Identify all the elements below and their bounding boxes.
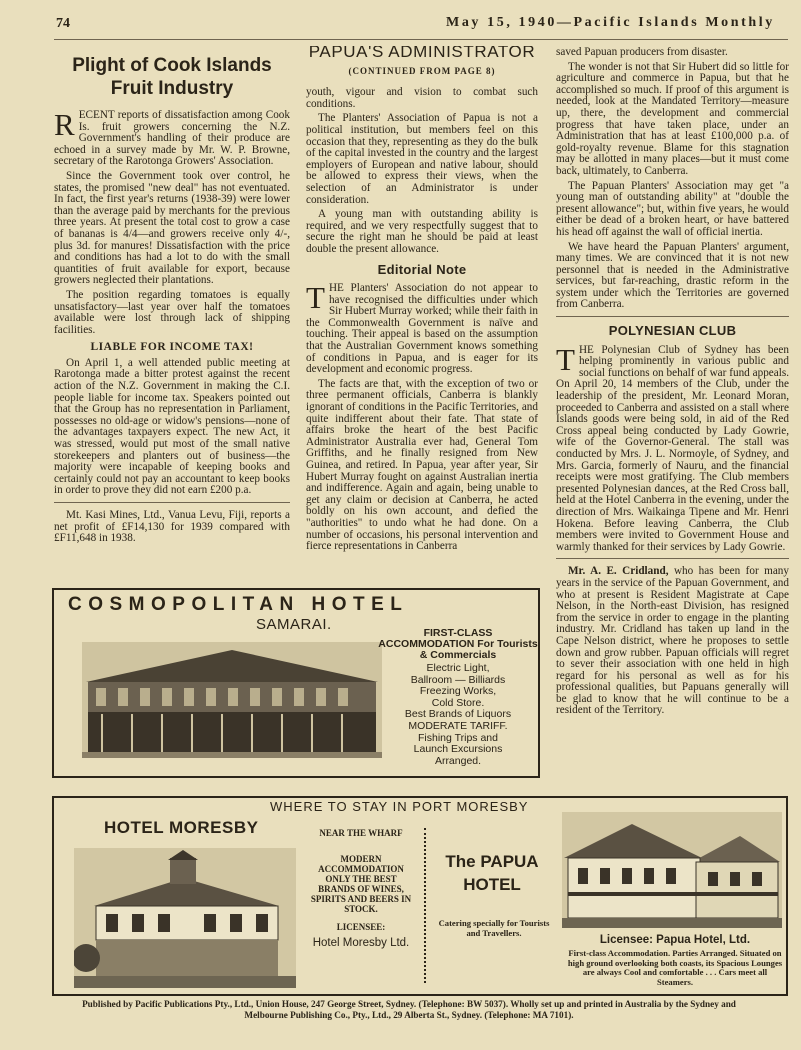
paragraph: Mr. A. E. Cridland, who has been for many years in the service of the Papuan Government, and who at present is Resident Magistrate at Cape Nelson, in the North-east Division, has resigned from the service in order to engage in the planting industry. Mr. Cridland has taken up land in the Cape Nelson district, where he proposes to settle down and grow rubber. Papuan officials will regret to sever their association with one held in high regard for his personal as well as for his professional qualities, but Papuans generally will be glad to know that he will continue to be a resident of the Territory. xyxy=(556,565,789,717)
near-wharf: NEAR THE WHARF xyxy=(319,828,403,838)
hotel-moresby-details xyxy=(306,828,416,950)
column-cook-islands xyxy=(54,50,290,585)
paragraph: A young man with outstanding ability is required, and we very respectfully suggest that to secure the right man he should be paid at least double the present allowance. xyxy=(306,208,538,255)
paragraph: The position regarding tomatoes is equally unsatisfactory—last year over half the tomatoes available were lost through lack of shipping facilities. xyxy=(54,288,290,336)
heading-polynesian-club: POLYNESIAN CLUB xyxy=(608,323,737,339)
licensee-hotel-moresby: Hotel Moresby Ltd. xyxy=(312,937,410,949)
divider xyxy=(54,502,290,503)
paragraph: On April 1, a well attended public meeting at Rarotonga made a bitter protest against the recent action of the N.Z. Government in making the C.I. people liable for income tax. Speakers pointed out that the Group has no representation in Parliament, possesses no old-age or widow's pensions—none of the advantages taxpayers expect. The new Act, it was stressed, would put most of the small native storekeepers and planters out of business—the majority were incapable of keeping books and certainly could not pay an accountant to keep books in order to prove they did not earn £200 p.a. xyxy=(54,356,290,497)
ad-heading: WHERE TO STAY IN PORT MORESBY xyxy=(270,799,529,814)
divider xyxy=(556,316,789,317)
hotel-photo xyxy=(82,642,382,758)
page-number: 74 xyxy=(56,16,70,31)
publisher-footer: Published by Pacific Publications Pty., Ltd., Union House, 247 George Street, Sydney. (Telephone: BW 5037). Wholly set up and printed in Australia by the Sydney and Melbourne Publishing Co., Pty., Ltd., 29 Alberta St., Sydney. (Telephone: MA 7101). xyxy=(82,999,736,1020)
paragraph: We have heard the Papuan Planters' argument, many times. We are convinced that it is not new personnel that is needed in the Administrative services, but far-reaching, drastic reform in the system under which the Territories are governed from Canberra. xyxy=(556,240,789,311)
paragraph: The Papuan Planters' Association may get "a young man of outstanding ability" at "double the present allowance"; but, within five years, he would either be dead of a broken heart, or have battered his head off against the wall of official inertia. xyxy=(556,179,789,238)
licensee-label: LICENSEE: xyxy=(336,922,386,932)
paragraph: The wonder is not that Sir Hubert did so little for agriculture and commerce in Papua, but that he accomplished so much. If proof of this argument is needed, look at the Mandated Territory—measure up, there, the development and commercial progress that have taken place, under an Administration that has at least £100,000 p.a. of gold-royalty revenue. Blame for this stagnation may be allotted in many places—but it must come back, ultimately, to Canberra. xyxy=(556,60,789,177)
drop-cap: R xyxy=(54,107,75,142)
drop-cap: T xyxy=(556,341,575,377)
ad-location: SAMARAI. xyxy=(256,616,332,633)
papua-hotel-photo xyxy=(562,812,782,928)
paragraph: Since the Government took over control, he states, the promised "new deal" has not eventuated. In fact, the first year's returns (1938-39) were lower than the average paid by merchants for the previous three years. At present the total cost to grow a case of bananas is 4/4—and growers receive only 4/-, plus 3d. for manures! Dissatisfaction with the price and conditions has had a lot to do with the small quantities of fruit available for export, because growers neglected their plantations. xyxy=(54,169,290,287)
paragraph: The facts are that, with the exception of two or three permanent officials, Canberra is blankly ignorant of conditions in the Pacific Territories, and quite indifferent about their fate. That state of affairs broke the heart of the best Pacific Administrator Australia ever had, General Tom Griffiths, and he finally resigned from New Guinea, and retired. In Papua, year after year, Sir Hubert Murray fought on against Australian inertia and indifference. Again and again, being unable to get any claim or decision at Canberra, he acted boldly on his own account, and defied the "authorities" to undo what he had done. On a number of occasions, his personal intervention and fierce representations in Canberra xyxy=(306,377,538,553)
ad-port-moresby-hotels xyxy=(52,796,788,996)
paragraph: RECENT reports of dissatisfaction among Cook Is. fruit growers concerning the N.Z. Government's handling of their produce are echoed in a survey made by Mr. W. P. Browne, secretary of the Rarotonga Growers' Association. xyxy=(54,107,290,168)
hotel-moresby-photo xyxy=(74,848,296,988)
continued-note: (CONTINUED FROM PAGE 8) xyxy=(348,65,496,76)
header-rule xyxy=(54,39,788,40)
papua-hotel-description: First-class Accommodation. Parties Arranged. Situated on high ground overlooking both coasts, its Spacious Lounges are always Cool and comfortable . . . Cars meet all Steamers. xyxy=(567,948,783,987)
hotel-moresby-name: HOTEL MORESBY xyxy=(104,818,259,837)
headline-cook-islands: Plight of Cook Islands Fruit Industry xyxy=(72,55,272,99)
paragraph: The Planters' Association of Papua is not a political institution, but members feel on this occasion that they, representing as they do the bulk of the capital invested in the country and the largest employers of European and native labour, should be allowed to express their views, when the selection of an Administrator is under consideration. xyxy=(306,112,538,206)
paragraph: saved Papuan producers from disaster. xyxy=(556,47,728,58)
papua-hotel-licensee: Licensee: Papua Hotel, Ltd. xyxy=(599,934,751,946)
paragraph: THE Planters' Association do not appear to have recognised the difficulties under which Sir Hubert Murray worked; while their faith in the Commonwealth Government is naïve and touching. Their appeal is based on the assumption that the Australian Government knows something of conditions in Papua, and is eager for its development and economic progress. xyxy=(306,280,538,376)
paragraph: Mt. Kasi Mines, Ltd., Vanua Levu, Fiji, reports a net profit of £F14,130 for 1939 compared with £F11,648 in 1938. xyxy=(54,509,290,545)
headline-papua-administrator: PAPUA'S ADMINISTRATOR xyxy=(308,46,536,61)
heading-editorial-note: Editorial Note xyxy=(377,261,467,277)
papua-hotel-catering: Catering specially for Tourists and Travellers. xyxy=(438,918,550,938)
papua-hotel-name: The PAPUA HOTEL xyxy=(445,852,539,894)
ad-title: COSMOPOLITAN HOTEL xyxy=(68,594,409,615)
hotel-moresby-features: MODERN ACCOMMODATION ONLY THE BEST BRANDS OF WINES, SPIRITS AND BEERS IN STOCK. xyxy=(310,854,412,914)
paragraph: youth, vigour and vision to combat such conditions. xyxy=(306,86,538,110)
ad-features: Electric Light, Ballroom — Billiards Freezing Works, Cold Store. Best Brands of Liquors MODERATE TARIFF. Fishing Trips and Launch Excursions Arranged. xyxy=(404,662,512,767)
ad-cosmopolitan-hotel xyxy=(52,588,540,778)
divider xyxy=(556,558,789,559)
column-right xyxy=(556,47,789,797)
subheading-income-tax: LIABLE FOR INCOME TAX! xyxy=(90,341,254,354)
running-title: May 15, 1940—Pacific Islands Monthly xyxy=(446,15,775,30)
paragraph: THE Polynesian Club of Sydney has been helping prominently in various public and social functions on behalf of war fund appeals. On April 20, 14 members of the Club, under the leadership of the president, Mr. Leonard Moran, proceeded to Canberra and assisted on a stall where Islands goods were being sold, in aid of the Red Cross appeal being conducted by Lady Gowrie, wife of the Governor-General. The stall was conducted by Mrs. J. L. Normoyle, of Sydney, and Mrs. Garcia, formerly of Nauru, and the financial receipts were most gratifying. The Club members presented Polynesian dances, at the Red Cross ball, held at the Hotel Canberra in the evening, under the direction of Mrs. Waikainga Tipene and Mr. Henri Hokena. Before leaving Canberra, the Club members were invited to Government House and warmly thanked for their services by Lady Gowrie. xyxy=(556,341,789,553)
dotted-divider xyxy=(424,828,428,983)
column-papua-administrator xyxy=(306,46,538,582)
ad-heading: FIRST-CLASS ACCOMMODATION For Tourists & Commercials xyxy=(378,627,538,661)
drop-cap: T xyxy=(306,280,325,316)
ad-details xyxy=(378,628,538,767)
